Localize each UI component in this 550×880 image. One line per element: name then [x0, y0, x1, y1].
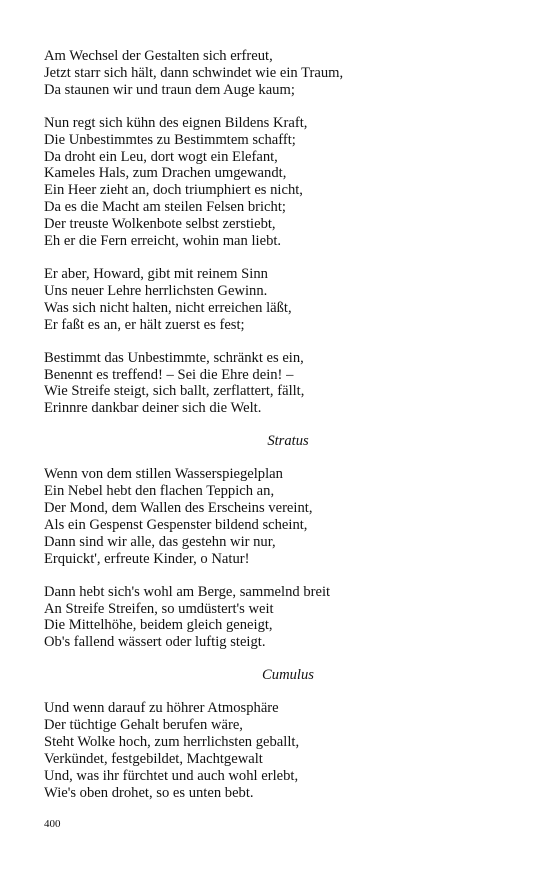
- verse-line: Da droht ein Leu, dort wogt ein Elefant,: [44, 148, 278, 165]
- verse-line: Was sich nicht halten, nicht erreichen läßt,: [44, 299, 292, 316]
- verse-line: Jetzt starr sich hält, dann schwindet wie ein Traum,: [44, 64, 344, 81]
- verse-line: Ein Nebel hebt den flachen Teppich an,: [44, 483, 275, 500]
- stanza: [44, 266, 514, 334]
- stanza: [44, 48, 514, 99]
- verse-line: Wie's oben drohet, so es unten bebt.: [44, 784, 254, 801]
- verse-line: Benennt es treffend! – Sei die Ehre dein! –: [44, 366, 294, 383]
- stanza: [44, 115, 514, 250]
- verse-line: Ein Heer zieht an, doch triumphiert es nicht,: [44, 182, 303, 199]
- page-number: 400: [44, 818, 61, 830]
- verse-line: Und, was ihr fürchtet und auch wohl erlebt,: [44, 767, 299, 784]
- verse-line: Der Mond, dem Wallen des Erscheins vereint,: [44, 500, 313, 517]
- verse-line: Und wenn darauf zu höhrer Atmosphäre: [44, 700, 279, 717]
- verse-line: Steht Wolke hoch, zum herrlichsten geballt,: [44, 734, 300, 751]
- verse-line: Dann sind wir alle, das gestehn wir nur,: [44, 533, 276, 550]
- verse-line: Am Wechsel der Gestalten sich erfreut,: [44, 48, 273, 64]
- stanza: [44, 466, 514, 567]
- verse-line: Erinnre dankbar deiner sich die Welt.: [44, 400, 262, 417]
- verse-line: Die Unbestimmtes zu Bestimmtem schafft;: [44, 131, 296, 148]
- verse-line: Der treuste Wolkenbote selbst zerstiebt,: [44, 216, 276, 233]
- poem-page: [44, 48, 514, 818]
- verse-line: An Streife Streifen, so umdüstert's weit: [44, 600, 274, 617]
- verse-line: Bestimmt das Unbestimmte, schränkt es ein,: [44, 349, 304, 366]
- verse-line: Wie Streife steigt, sich ballt, zerflattert, fällt,: [44, 383, 305, 400]
- verse-line: Er aber, Howard, gibt mit reinem Sinn: [44, 265, 268, 282]
- verse-line: Nun regt sich kühn des eignen Bildens Kraft,: [44, 114, 308, 131]
- verse-line: Als ein Gespenst Gespenster bildend scheint,: [44, 516, 308, 533]
- verse-line: Wenn von dem stillen Wasserspiegelplan: [44, 466, 283, 483]
- stanza: [44, 584, 514, 652]
- stanza: [44, 350, 514, 418]
- verse-line: Er faßt es an, er hält zuerst es fest;: [44, 316, 245, 333]
- verse-line: Der tüchtige Gehalt berufen wäre,: [44, 717, 243, 734]
- verse-line: Verkündet, festgebildet, Machtgewalt: [44, 751, 263, 767]
- verse-line: Da es die Macht am steilen Felsen bricht;: [44, 199, 286, 216]
- verse-line: Ob's fallend wässert oder luftig steigt.: [44, 634, 266, 651]
- verse-line: Erquickt', erfreute Kinder, o Natur!: [44, 550, 250, 567]
- verse-line: Dann hebt sich's wohl am Berge, sammelnd breit: [44, 583, 331, 600]
- verse-line: Da staunen wir und traun dem Auge kaum;: [44, 81, 295, 98]
- verse-line: Die Mittelhöhe, beidem gleich geneigt,: [44, 617, 273, 634]
- verse-line: Eh er die Fern erreicht, wohin man liebt.: [44, 233, 282, 250]
- stanza: [44, 700, 514, 801]
- section-heading: Cumulus: [262, 667, 314, 684]
- verse-line: Uns neuer Lehre herrlichsten Gewinn.: [44, 282, 268, 299]
- verse-line: Kameles Hals, zum Drachen umgewandt,: [44, 165, 287, 182]
- section-heading: Stratus: [267, 433, 309, 450]
